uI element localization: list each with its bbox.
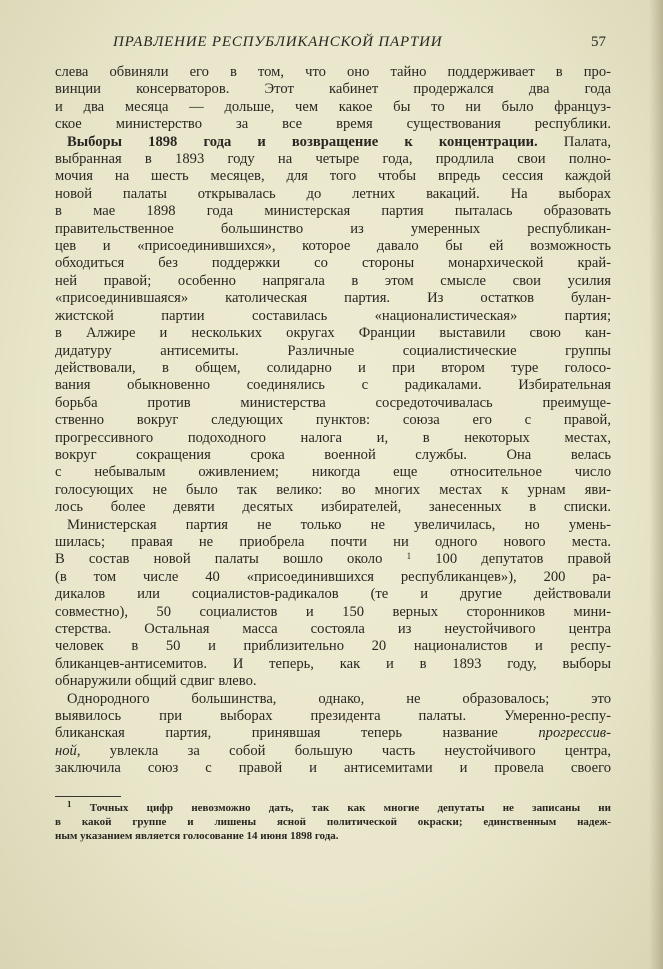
text-line <box>55 99 611 116</box>
text-line <box>55 447 611 464</box>
text-segment: ственно вокруг следующих пунктов: союза его с правой, <box>55 412 611 429</box>
text-segment: жистской партии составилась «националистическая» партия; <box>55 307 611 324</box>
footnote-marker: 1 <box>67 801 72 809</box>
text-segment: бликанская партия, принявшая теперь название <box>55 725 539 742</box>
text-line <box>55 81 611 98</box>
text-segment: заключила союз с правой и антисемитами и провела своего <box>55 760 611 777</box>
text-segment: мочия на шесть месяцев, для того чтобы впредь сессия каждой <box>55 168 611 185</box>
text-line <box>55 308 611 325</box>
text-line <box>55 412 611 429</box>
footnote <box>55 801 611 843</box>
text-segment: борьба против министерства сосредоточивалась преимуще- <box>55 394 611 411</box>
text-segment: выбранная в 1893 году на четыре года, продлила свои полно- <box>55 151 611 168</box>
text-segment: новой палаты открывалась до летних вакаций. На выборах <box>55 185 611 202</box>
text-segment: правительственное большинство из умеренных республикан- <box>55 220 611 237</box>
text-line <box>55 64 611 81</box>
text-segment: цев и «присоединившихся», которое давало бы ей возможность <box>55 238 611 255</box>
text-line <box>55 673 611 690</box>
section-heading: Выборы 1898 года и возвращение к концентрации. <box>67 133 538 150</box>
text-segment: голосующих не было так велико: во многих местах к урнам яви- <box>55 481 611 498</box>
text-line <box>55 499 611 516</box>
text-line <box>55 377 611 394</box>
text-segment: слева обвиняли его в том, что оно тайно поддерживает в про- <box>55 64 611 80</box>
text-segment: прогрессив- <box>538 725 611 742</box>
text-line <box>55 238 611 255</box>
text-line <box>55 134 611 151</box>
text-line <box>55 534 611 551</box>
text-line <box>55 290 611 307</box>
text-segment: стерства. Остальная масса состояла из неустойчивого центра <box>55 621 611 637</box>
text-line <box>55 360 611 377</box>
text-line <box>55 221 611 238</box>
text-line <box>55 586 611 603</box>
text-line <box>55 517 611 534</box>
page-edge-shadow <box>649 0 663 969</box>
text-line <box>55 551 611 568</box>
text-segment: вокруг сокращения срока военной службы. Она велась <box>55 446 611 463</box>
text-segment: в Алжире и нескольких округах Франции выставили свою кан- <box>55 325 611 342</box>
text-segment: шилась; правая не приобрела почти ни одного нового места. <box>55 533 611 550</box>
text-line <box>55 203 611 220</box>
text-segment: (в том числе 40 «присоединившихся республиканцев»), 200 ра- <box>55 568 611 585</box>
text-line <box>55 569 611 586</box>
text-line <box>55 168 611 185</box>
text-segment: Точных цифр невозможно дать, так как многие депутаты не записаны ни <box>71 802 611 814</box>
text-segment: Однородного большинства, однако, не образовалось; это <box>67 690 611 707</box>
text-segment: и два месяца — дольше, чем какое бы то ни было француз- <box>55 98 611 115</box>
text-segment: дикалов или социалистов-радикалов (те и другие действовали <box>55 586 611 603</box>
text-line <box>55 708 611 725</box>
text-line <box>55 255 611 272</box>
text-line <box>55 430 611 447</box>
footnote-divider <box>55 796 121 797</box>
text-line <box>55 151 611 168</box>
text-segment: винции консерваторов. Этот кабинет продержался два года <box>55 81 611 98</box>
text-segment: , увлекла за собой большую часть неустойчивого центра, <box>76 742 611 759</box>
footnote-line <box>55 801 611 815</box>
text-segment: в мае 1898 года министерская партия пыталась образовать <box>55 203 611 220</box>
text-segment: ным указанием является голосование 14 июня 1898 года. <box>55 830 339 842</box>
text-line <box>55 743 611 760</box>
text-segment: обходиться без поддержки со стороны монархической край- <box>55 255 611 272</box>
text-segment: бликанцев-антисемитов. И теперь, как и в 1893 году, выборы <box>55 655 611 672</box>
footnote-line <box>55 815 611 829</box>
running-title: ПРАВЛЕНИЕ РЕСПУБЛИКАНСКОЙ ПАРТИИ <box>113 34 443 50</box>
text-line <box>55 116 611 133</box>
text-line <box>55 725 611 742</box>
text-line <box>55 656 611 673</box>
running-header <box>55 34 610 54</box>
text-segment: действовали, в общем, солидарно и при втором туре голосо- <box>55 359 611 376</box>
text-line <box>55 273 611 290</box>
text-segment: лось более девяти десятых избирателей, занесенных в списки. <box>55 499 611 516</box>
text-line <box>55 186 611 203</box>
text-segment: совместно), 50 социалистов и 150 верных сторонников мини- <box>55 603 611 620</box>
text-segment: прогрессивного подоходного налога и, в некоторых местах, <box>55 429 611 446</box>
text-segment: с небывалым оживлением; никогда еще относительное число <box>55 464 611 481</box>
text-line <box>55 760 611 777</box>
text-segment: Министерская партия не только не увеличилась, но умень- <box>67 516 611 533</box>
text-segment: вания обыкновенно соединялись с радикалами. Избирательная <box>55 377 611 394</box>
text-segment: обнаружили общий сдвиг влево. <box>55 673 257 690</box>
text-line <box>55 464 611 481</box>
body-text <box>55 64 611 778</box>
text-line <box>55 638 611 655</box>
text-line <box>55 691 611 708</box>
text-line <box>55 482 611 499</box>
text-segment: выявилось при выборах президента палаты. Умеренно-респу- <box>55 708 611 725</box>
text-line <box>55 343 611 360</box>
text-segment: человек в 50 и приблизительно 20 националистов и респу- <box>55 638 611 655</box>
text-segment: В состав новой палаты вошло около <box>55 551 407 568</box>
text-segment: ское министерство за все время существования республики. <box>55 116 611 133</box>
text-segment: Палата, <box>537 133 611 150</box>
text-segment: ной <box>55 742 77 759</box>
text-segment: ней правой; особенно напрягала в этом смысле свои усилия <box>55 272 611 289</box>
text-line <box>55 621 611 638</box>
footnote-line <box>55 829 611 843</box>
text-line <box>55 325 611 342</box>
text-segment: 100 депутатов правой <box>411 551 611 568</box>
text-line <box>55 395 611 412</box>
page-number: 57 <box>591 34 606 50</box>
text-segment: «присоединившаяся» католическая партия. Из остатков булан- <box>55 290 611 307</box>
text-line <box>55 604 611 621</box>
text-segment: дидатуру антисемиты. Различные социалистические группы <box>55 342 611 359</box>
text-segment: в какой группе и лишены ясной политической окраски; единственным надеж- <box>55 816 611 828</box>
footnote-marker: 1 <box>406 551 412 562</box>
